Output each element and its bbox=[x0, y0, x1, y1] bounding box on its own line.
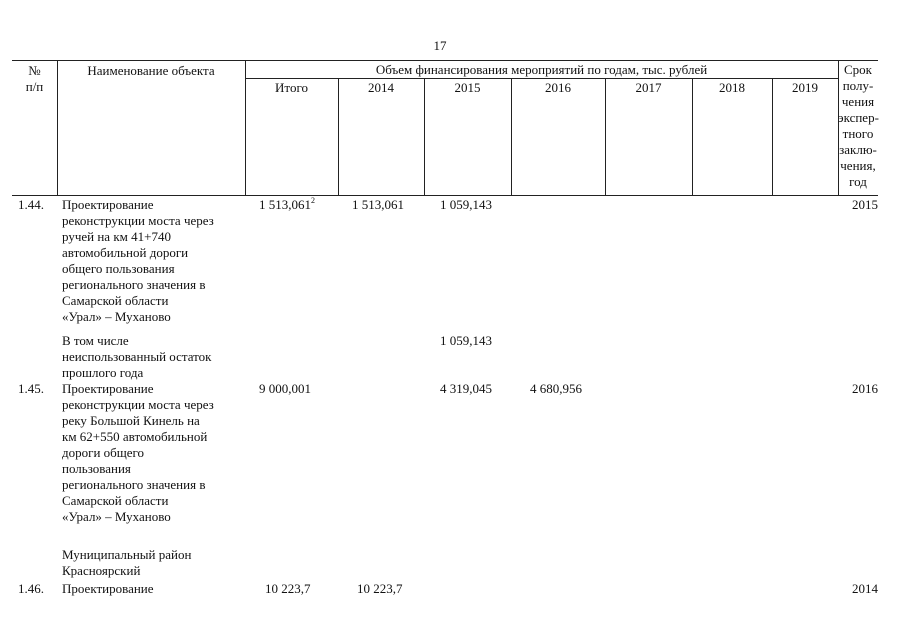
header-total: Итого bbox=[275, 80, 308, 95]
funding-subheader-line bbox=[245, 78, 838, 79]
header-year-2014: 2014 bbox=[368, 80, 394, 95]
row-value-2015: 1 059,143 bbox=[440, 197, 492, 212]
row-value-2016: 4 680,956 bbox=[530, 381, 582, 396]
district-heading: Муниципальный район Красноярский bbox=[62, 547, 192, 578]
row-total: 10 223,7 bbox=[265, 581, 311, 596]
header-year-2018: 2018 bbox=[719, 80, 745, 95]
row-deadline: 2016 bbox=[852, 381, 878, 396]
row-deadline: 2014 bbox=[852, 581, 878, 596]
row-number: 1.45. bbox=[18, 381, 44, 396]
header-funding: Объем финансирования мероприятий по годам, тыс. рублей bbox=[375, 62, 708, 77]
row-value-2014: 1 513,061 bbox=[352, 197, 404, 212]
row-object-name: В том числе неиспользованный остаток прошлого года bbox=[62, 333, 212, 380]
header-deadline: Срок полу- чения экспер- тного заклю- чения, год bbox=[838, 62, 879, 189]
header-year-2019: 2019 bbox=[792, 80, 818, 95]
header-year-2015: 2015 bbox=[454, 80, 481, 95]
row-value-2014: 10 223,7 bbox=[357, 581, 403, 596]
page-number: 17 bbox=[433, 38, 447, 53]
footnote-marker: 2 bbox=[311, 196, 315, 205]
row-value-2015: 1 059,143 bbox=[440, 333, 492, 348]
row-total: 9 000,001 bbox=[259, 381, 311, 396]
row-number: 1.46. bbox=[18, 581, 44, 596]
row-deadline: 2015 bbox=[852, 197, 878, 212]
row-total: 1 513,061$^2$ bbox=[259, 196, 315, 212]
table-top-border bbox=[12, 60, 878, 61]
header-object-name: Наименование объекта bbox=[87, 63, 215, 78]
header-year-2016: 2016 bbox=[545, 80, 571, 95]
header-num: № п/п bbox=[25, 63, 44, 94]
col-divider-num bbox=[57, 60, 58, 196]
row-object-name: Проектирование реконструкции моста через ручей на км 41+740 автомобильной дороги общего пользования регионального значения в Самарской области «Урал» – Муханово bbox=[62, 197, 214, 324]
row-value-2015: 4 319,045 bbox=[440, 381, 492, 396]
row-object-name: Проектирование реконструкции моста через реку Большой Кинель на км 62+550 автомобильной дороги общего пользования регионального значения в Самарской области «Урал» – Муханово bbox=[62, 381, 214, 524]
row-object-name: Проектирование bbox=[62, 581, 154, 596]
header-bottom-border bbox=[12, 195, 878, 196]
row-number: 1.44. bbox=[18, 197, 44, 212]
header-year-2017: 2017 bbox=[635, 80, 662, 95]
